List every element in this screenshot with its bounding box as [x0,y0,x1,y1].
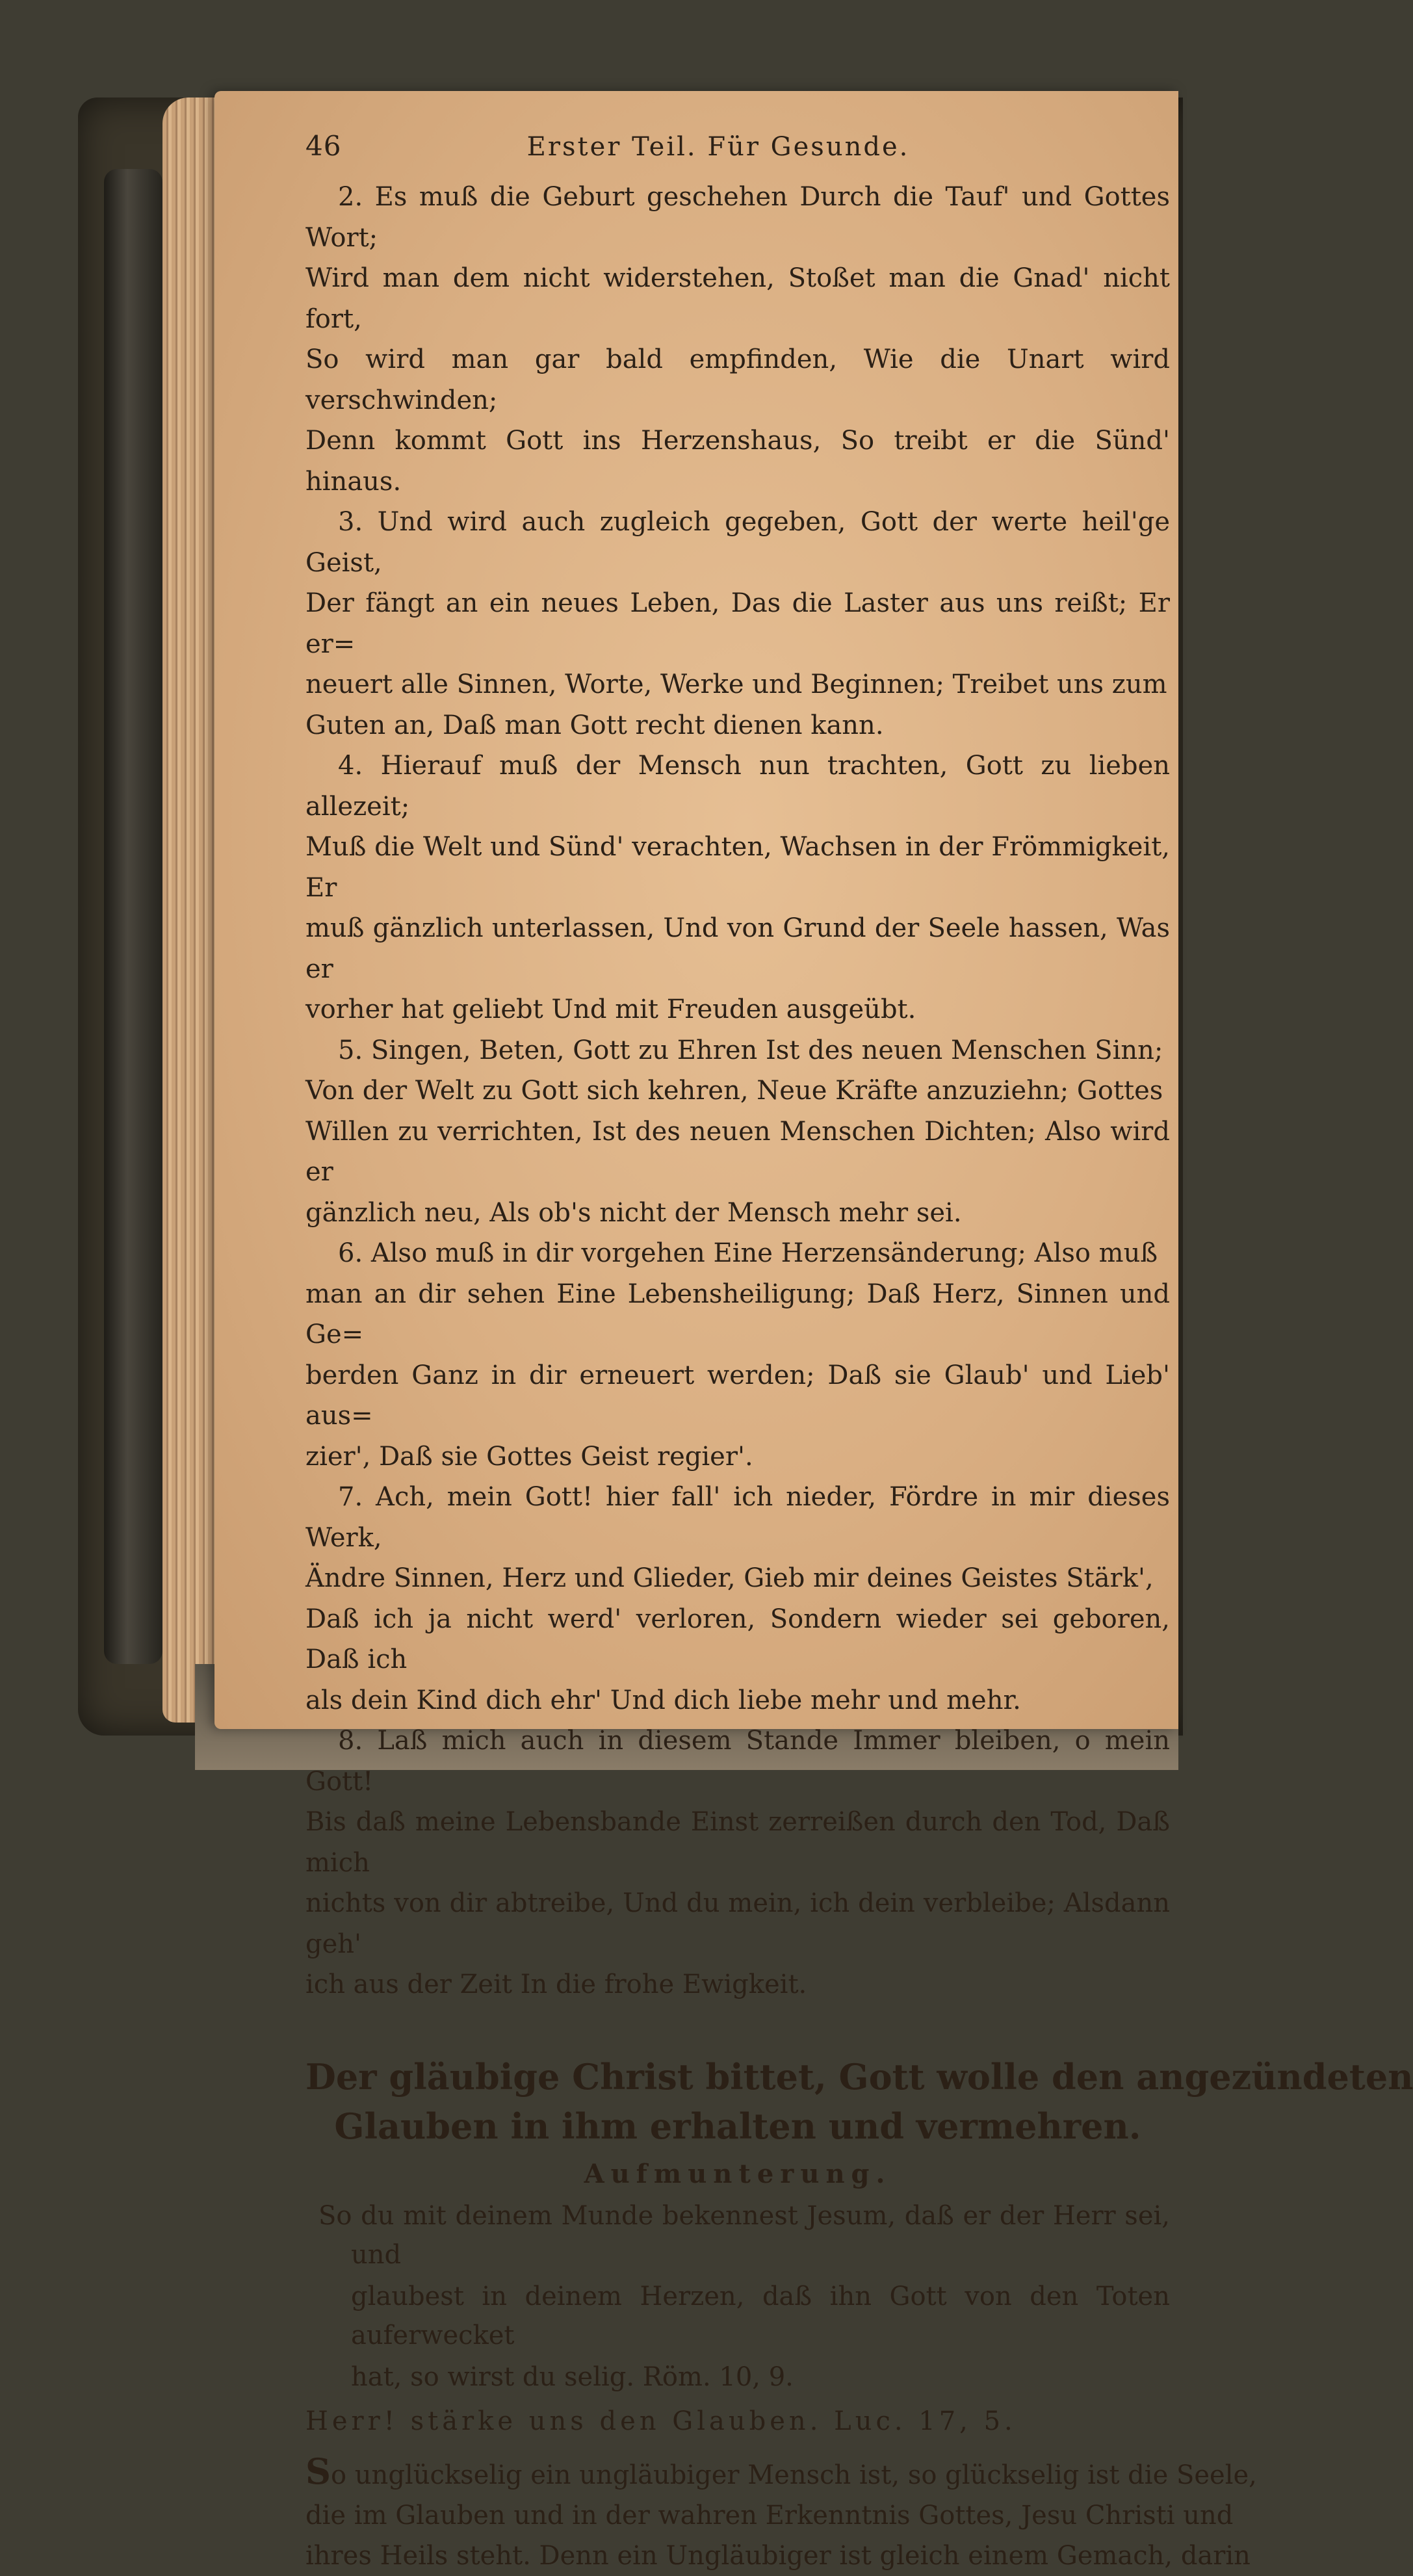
hymn-line: nichts von dir abtreibe, Und du mein, ich dein verbleibe; Alsdann geh' [305,1888,1170,1959]
section-body [305,2196,1257,2576]
hymn-line: zier', Daß sie Gottes Geist regier'. [305,1441,753,1472]
hymn-line: Wird man dem nicht widerstehen, Stoßet man die Gnad' nicht fort, [305,263,1170,334]
hymn-line: So wird man gar bald empfinden, Wie die Unart wird verschwinden; [305,345,1170,415]
page-number: 46 [305,130,342,162]
body-line: die im Glauben und in der wahren Erkenntnis Gottes, Jesu Christi und [305,2500,1234,2530]
hymn-line: vorher hat geliebt Und mit Freuden ausgeübt. [305,995,916,1024]
hymn-line: Willen zu verrichten, Ist des neuen Menschen Dichten; Also wird er [305,1116,1170,1187]
bible-quote-line: So du mit deinem Munde bekennest Jesum, daß er der Herr sei, und [318,2200,1170,2270]
page-text [305,130,1413,2576]
drop-cap: S [305,2450,331,2492]
hymn-line: 8. Laß mich auch in diesem Stande Immer bleiben, o mein Gott! [305,1726,1170,1797]
hymn-line: Guten an, Daß man Gott recht dienen kann. [305,710,884,740]
hymn-line: berden Ganz in dir erneuert werden; Daß sie Glaub' und Lieb' aus= [305,1360,1170,1431]
subheading: Aufmunterung. [584,2158,892,2189]
hymn-line: Daß ich ja nicht werd' verloren, Sondern wieder sei geboren, Daß ich [305,1604,1170,1674]
hymn-verses [305,177,1170,2005]
hymn-line: 2. Es muß die Geburt geschehen Durch die Tauf' und Gottes Wort; [305,182,1170,253]
section-title-line: Der gläubige Christ bittet, Gott wolle den angezündeten [305,2055,1413,2098]
bible-quote-line: hat, so wirst du selig. Röm. 10, 9. [351,2361,794,2392]
hymn-line: 3. Und wird auch zugleich gegeben, Gott der werte heil'ge Geist, [305,507,1170,578]
hymn-line: 6. Also muß in dir vorgehen Eine Herzensänderung; Also muß [338,1238,1158,1268]
body-line: ihres Heils steht. Denn ein Ungläubiger ist gleich einem Gemach, darin [305,2540,1251,2571]
hymn-line: man an dir sehen Eine Lebensheiligung; Daß Herz, Sinnen und Ge= [305,1279,1170,1349]
hymn-line: neuert alle Sinnen, Worte, Werke und Beginnen; Treibet uns zum [305,670,1167,699]
book-page [214,91,1413,2571]
hymn-line: Bis daß meine Lebensbande Einst zerreißen durch den Tod, Daß mich [305,1807,1170,1878]
hymn-line: als dein Kind dich ehr' Und dich liebe mehr und mehr. [305,1685,1021,1715]
body-first-line: o unglückselig ein ungläubiger Mensch ist, so glückselig ist die Seele, [331,2460,1257,2490]
section-title-line: Glauben in ihm erhalten und vermehren. [334,2105,1141,2147]
section-title [305,2052,1413,2151]
body-line [305,2450,1257,2495]
hymn-line: 5. Singen, Beten, Gott zu Ehren Ist des neuen Menschen Sinn; [338,1035,1163,1065]
hymn-line: Von der Welt zu Gott sich kehren, Neue Kräfte anzuziehn; Gottes [305,1076,1163,1106]
running-title: Erster Teil. Für Gesunde. [526,132,910,162]
bible-quote-line: glaubest in deinem Herzen, daß ihn Gott von den Toten auferwecket [351,2281,1170,2350]
hymn-line: 4. Hierauf muß der Mensch nun trachten, Gott zu lieben allezeit; [305,751,1170,822]
hymn-line: Muß die Welt und Sünd' verachten, Wachsen in der Frömmigkeit, Er [305,832,1170,903]
hymn-line: Der fängt an ein neues Leben, Das die Laster aus uns reißt; Er er= [305,588,1170,659]
hymn-line: muß gänzlich unterlassen, Und von Grund der Seele hassen, Was er [305,913,1170,984]
hymn-line: gänzlich neu, Als ob's nicht der Mensch mehr sei. [305,1197,962,1228]
hymn-line: ich aus der Zeit In die frohe Ewigkeit. [305,1970,807,1999]
hymn-line: Ändre Sinnen, Herz und Glieder, Gieb mir deines Geistes Stärk', [305,1563,1154,1593]
hymn-line: Denn kommt Gott ins Herzenshaus, So treibt er die Sünd' hinaus. [305,426,1170,497]
running-head [305,130,1170,177]
scripture-reference: Herr! stärke uns den Glauben. Luc. 17, 5. [305,2406,1017,2436]
book-spine [104,169,162,1664]
hymn-line: 7. Ach, mein Gott! hier fall' ich nieder, Fördre in mir dieses Werk, [305,1482,1170,1553]
